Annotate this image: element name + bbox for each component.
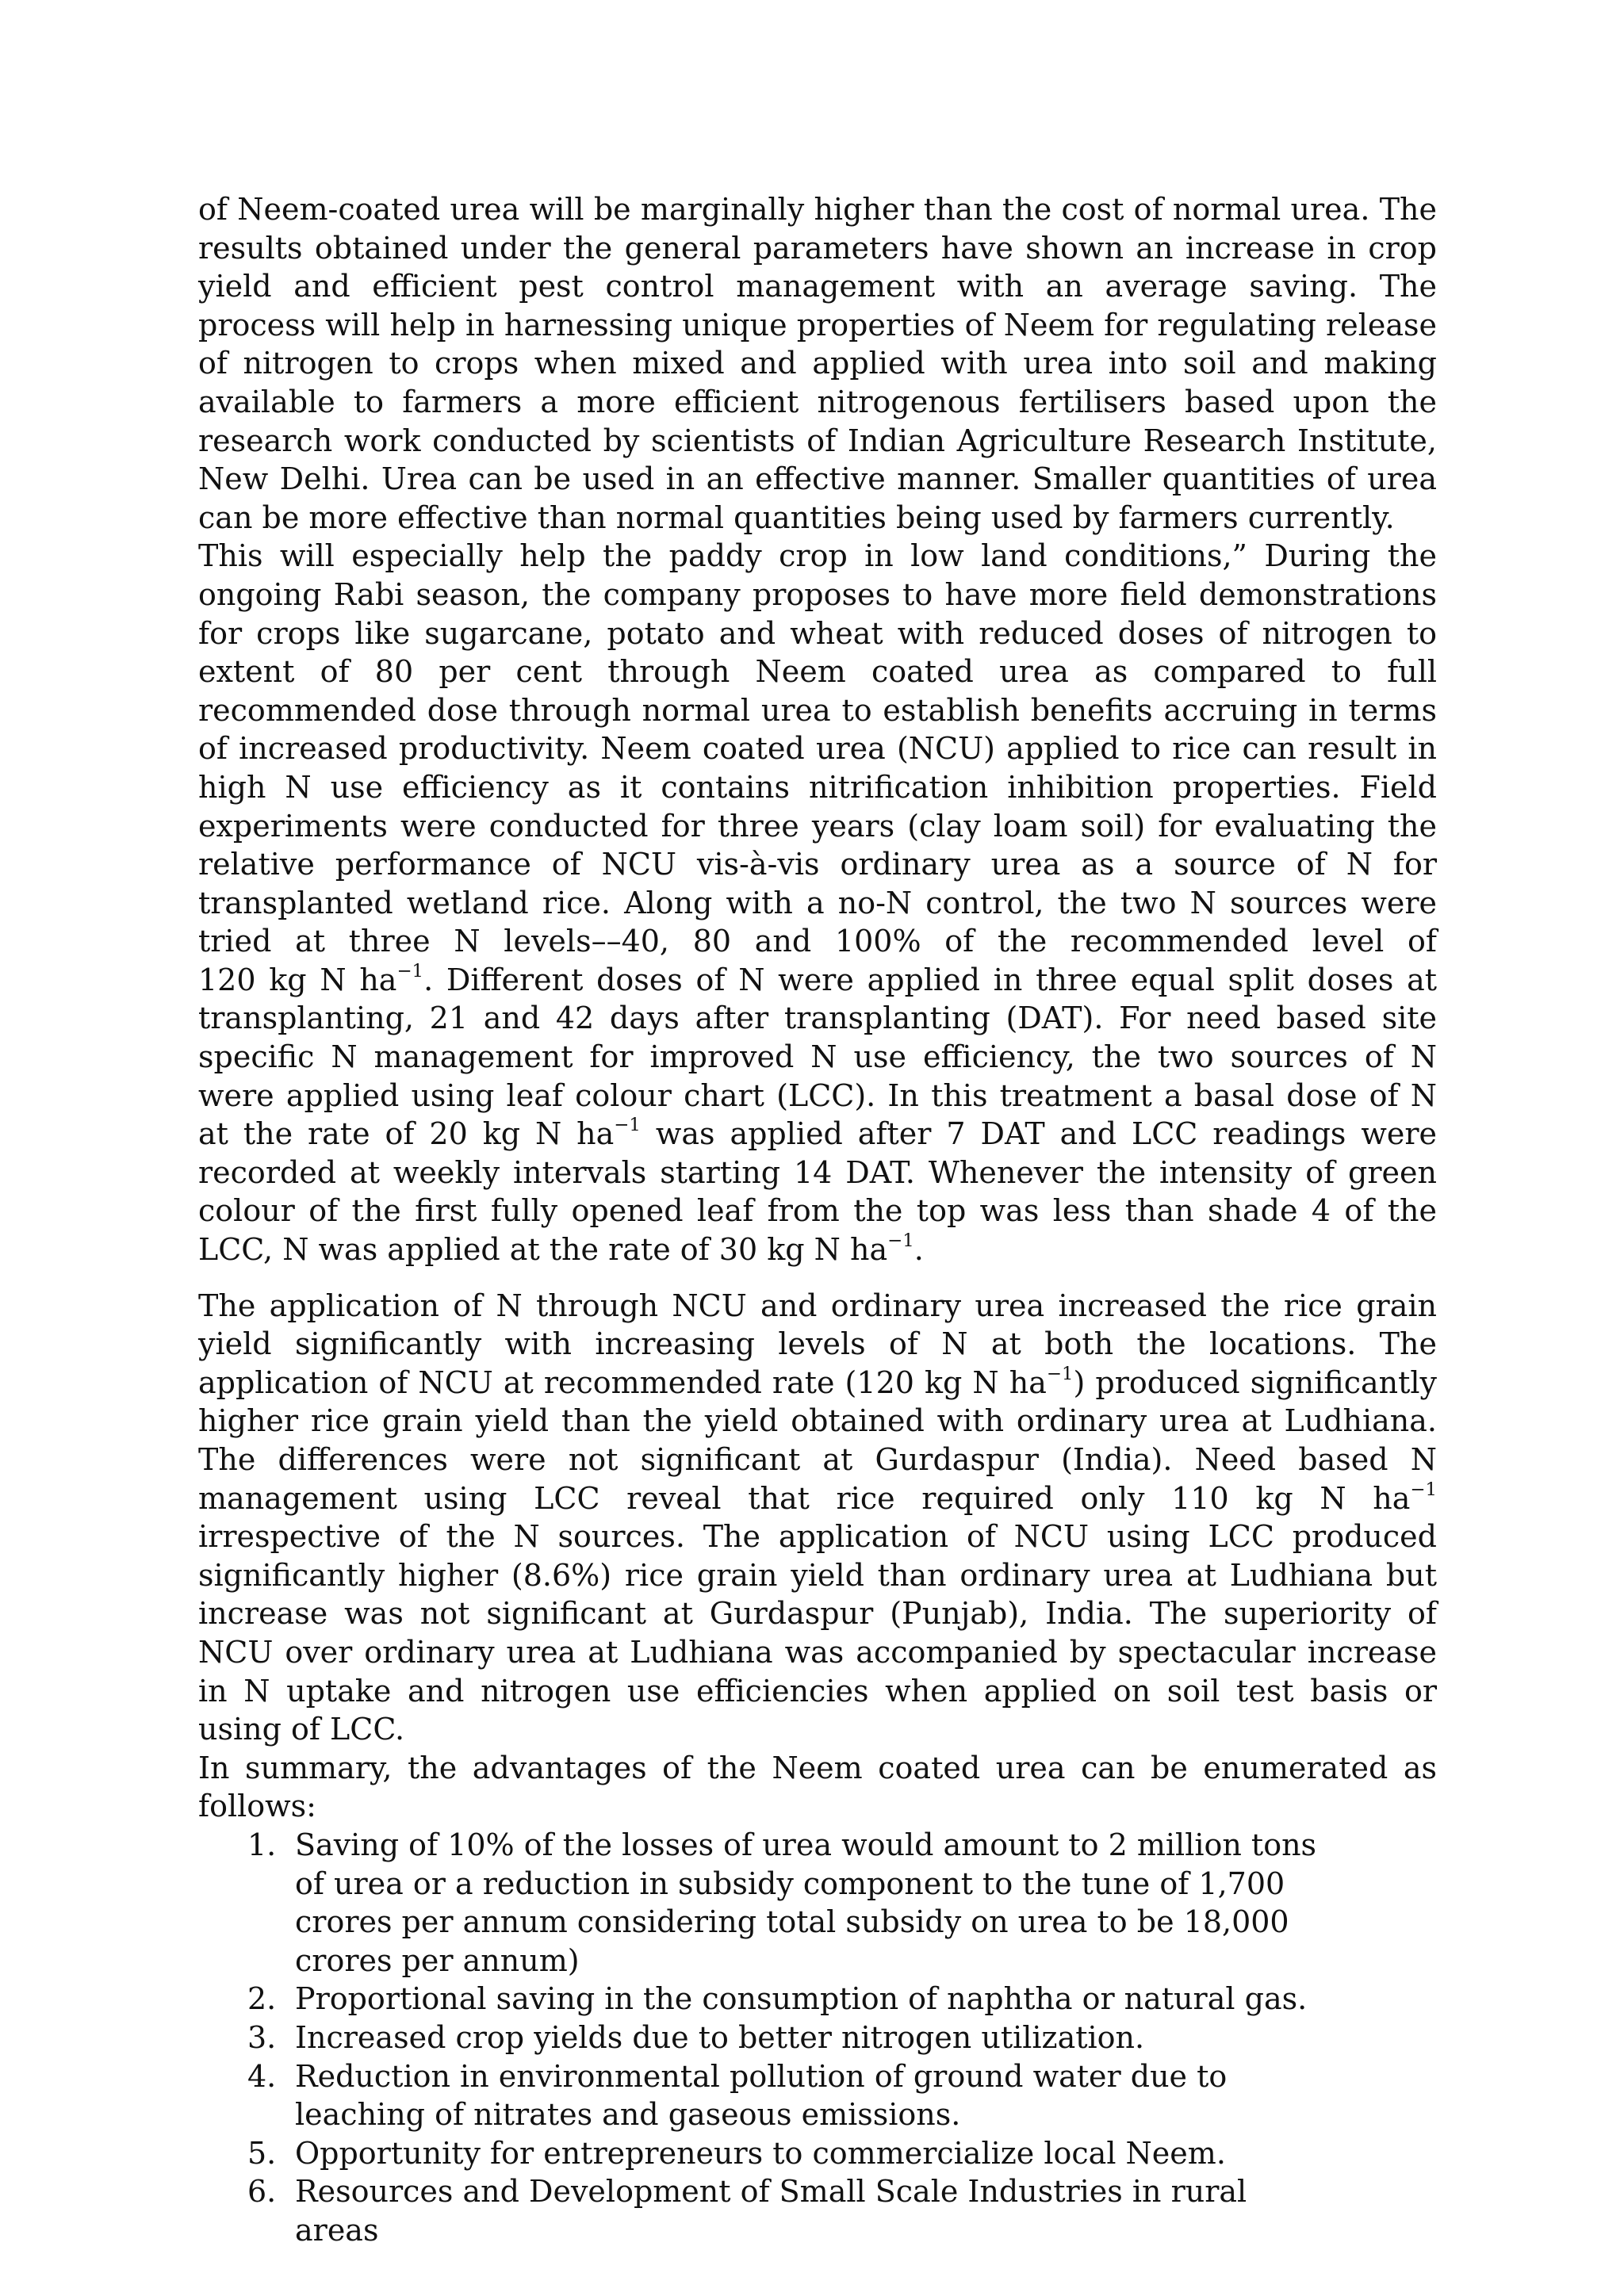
text-run: The application of N through NCU and ordinary urea increased the rice grain yield significantly with increasing levels of N at both the locations. The application of NCU at recommended rate (120 kg N ha [198, 1288, 1437, 1400]
text-run: ) produced significantly higher rice grain yield than the yield obtained with ordinary urea at Ludhiana. The differences were not significant at Gurdaspur (India). Need based N management using LCC reveal that rice required only 110 kg N ha [198, 1364, 1437, 1516]
list-number: 4. [247, 2058, 277, 2094]
list-item-text: Reduction in environmental pollution of ground water due to leaching of nitrates and gaseous emissions. [295, 2058, 1228, 2133]
text-run: . [914, 1232, 924, 1268]
list-item-text: Increased crop yields due to better nitrogen utilization. [295, 2019, 1145, 2055]
text-run: . Different doses of N were applied in three equal split doses at transplanting, 21 and 42 days after transplanting (DAT). For need based site specific N management for improved N use efficiency, the two sources of N were applied using leaf colour chart (LCC). In this treatment a basal dose of N at the rate of 20 kg N ha [198, 962, 1437, 1152]
list-number: 2. [247, 1981, 277, 2017]
superscript: −1 [396, 960, 424, 982]
superscript: −1 [614, 1115, 641, 1136]
list-item [198, 1980, 1437, 2019]
text-run: This will especially help the paddy crop in low land conditions,” During the ongoing Rabi season, the company proposes to have more field demonstrations for crops like sugarcane, potato and wheat with reduced doses of nitrogen to extent of 80 per cent through Neem coated urea as compared to full recommended dose through normal urea to establish benefits accruing in terms of increased productivity. Neem coated urea (NCU) applied to rice can result in high N use efficiency as it contains nitrification inhibition properties. Field experiments were conducted for three years (clay loam soil) for evaluating the relative performance of NCU vis-à-vis ordinary urea as a source of N for transplanted wetland rice. Along with a no-N control, the two N sources were tried at three N levels––40, 80 and 100% of the recommended level of 120 kg N ha [198, 538, 1437, 997]
list-item-text: Proportional saving in the consumption of naphtha or natural gas. [295, 1981, 1308, 2017]
list-item [198, 2019, 1437, 2057]
superscript: −1 [1046, 1363, 1074, 1384]
list-item-text: Saving of 10% of the losses of urea would amount to 2 million tons of urea or a reduction in subsidy component to the tune of 1,700 crores per annum considering total subsidy on urea to be 18,000 crores per annum) [295, 1827, 1317, 1978]
list-item-text: Resources and Development of Small Scale Industries in rural areas [295, 2174, 1247, 2248]
list-item [198, 1826, 1437, 1980]
text-run: irrespective of the N sources. The application of NCU using LCC produced significantly higher (8.6%) rice grain yield than ordinary urea at Ludhiana but increase was not significant at Gurdaspur (Punjab), India. The superiority of NCU over ordinary urea at Ludhiana was accompanied by spectacular increase in N uptake and nitrogen use efficiencies when applied on soil test basis or using of LCC. [198, 1519, 1437, 1747]
paragraph-neem-cost: of Neem-coated urea will be marginally higher than the cost of normal urea. The results obtained under the general parameters have shown an increase in crop yield and efficient pest control management with an average saving. The process will help in harnessing unique properties of Neem for regulating release of nitrogen to crops when mixed and applied with urea into soil and making available to farmers a more efficient nitrogenous fertilisers based upon the research work conducted by scientists of Indian Agriculture Research Institute, New Delhi. Urea can be used in an effective manner. Smaller quantities of urea can be more effective than normal quantities being used by farmers currently. [198, 192, 1437, 535]
superscript: −1 [1410, 1479, 1437, 1500]
list-number: 6. [247, 2174, 277, 2210]
superscript: −1 [887, 1230, 914, 1251]
document-page [198, 190, 1437, 2249]
list-item [198, 2134, 1437, 2173]
list-number: 3. [247, 2019, 277, 2055]
advantages-list [198, 1826, 1437, 2250]
list-item-text: Opportunity for entrepreneurs to commercialize local Neem. [295, 2135, 1226, 2171]
paragraph-summary-intro: In summary, the advantages of the Neem coated urea can be enumerated as follows: [198, 1750, 1437, 1824]
list-number: 5. [247, 2135, 277, 2171]
paragraph-field-experiments [198, 537, 1437, 1269]
paragraph-results [198, 1287, 1437, 1749]
text-run: was applied after 7 DAT and LCC readings were recorded at weekly intervals starting 14 DAT. Whenever the intensity of green colour of the first fully opened leaf from the top was less than shade 4 of the LCC, N was applied at the rate of 30 kg N ha [198, 1116, 1437, 1268]
list-number: 1. [247, 1827, 277, 1862]
list-item [198, 2172, 1437, 2249]
list-item [198, 2057, 1437, 2134]
